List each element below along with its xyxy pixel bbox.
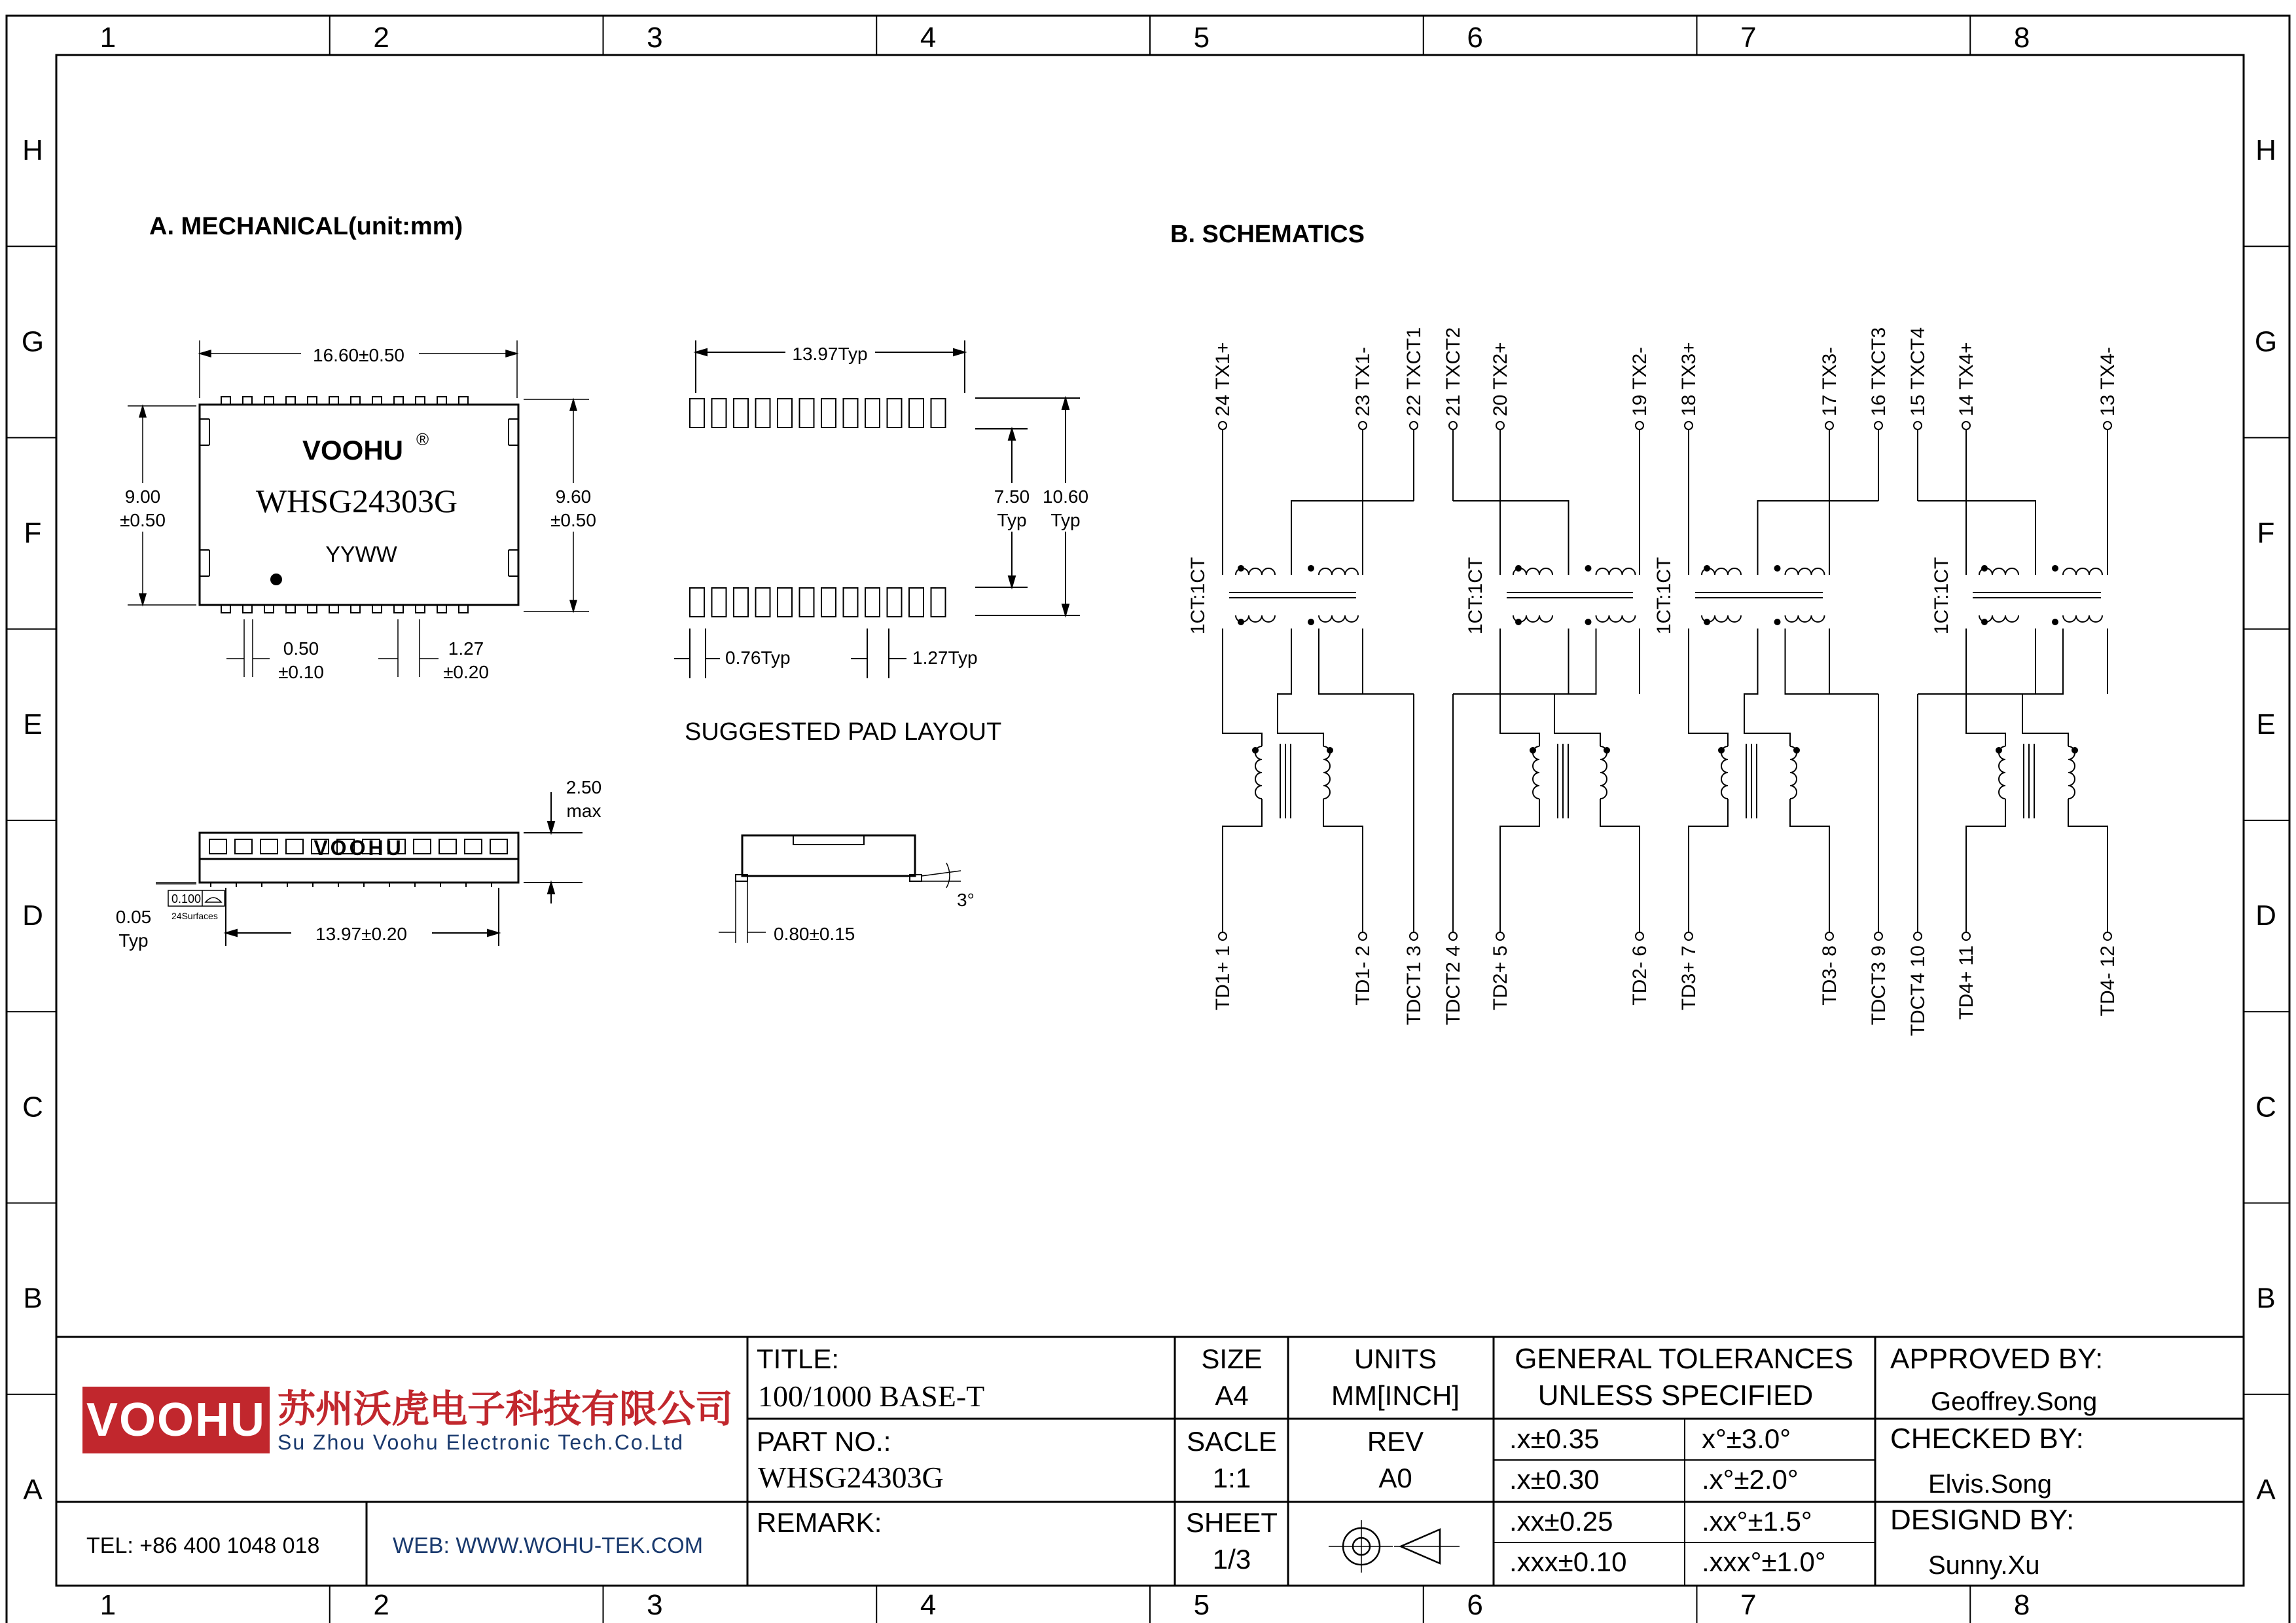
polarity-dot bbox=[2052, 619, 2058, 625]
col-label: 2 bbox=[373, 22, 389, 54]
approved-value: Geoffrey.Song bbox=[1931, 1387, 2098, 1416]
polarity-dot bbox=[2052, 565, 2058, 572]
bottom-pin bbox=[243, 605, 252, 613]
projection-symbol-icon bbox=[1329, 1520, 1460, 1573]
top-pin-label: 18 TX3+ bbox=[1678, 342, 1700, 416]
bottom-pin-label: TD1+ 1 bbox=[1212, 945, 1234, 1011]
col-label: 5 bbox=[1193, 22, 1210, 54]
pin-terminal bbox=[1914, 422, 1922, 429]
units-label: UNITS bbox=[1354, 1343, 1437, 1374]
polarity-dot bbox=[1718, 747, 1725, 754]
coil bbox=[1600, 746, 1607, 799]
pad-layout bbox=[674, 340, 1080, 678]
col-label: 6 bbox=[1467, 1589, 1483, 1621]
remark-label: REMARK: bbox=[757, 1507, 882, 1538]
bottom-pin bbox=[394, 605, 403, 613]
side-span-label: 13.97±0.20 bbox=[315, 924, 407, 944]
pad-pitch-label: 1.27Typ bbox=[912, 647, 978, 668]
row-label: H bbox=[22, 134, 43, 167]
bottom-pin-label: TD3- 8 bbox=[1819, 945, 1840, 1006]
bottom-pin bbox=[221, 605, 230, 613]
pin-terminal bbox=[1449, 932, 1457, 940]
end-angle-label: 3° bbox=[957, 890, 975, 910]
pad-top bbox=[844, 399, 858, 428]
coil bbox=[2063, 568, 2102, 575]
title-label: TITLE: bbox=[757, 1343, 840, 1374]
title-block bbox=[56, 1337, 2244, 1586]
pad-top bbox=[690, 399, 704, 428]
bottom-pin bbox=[437, 605, 446, 613]
col-label: 6 bbox=[1467, 22, 1483, 54]
top-pin bbox=[437, 397, 446, 405]
tolerance-linear: .x±0.35 bbox=[1509, 1423, 1600, 1454]
polarity-dot bbox=[1327, 747, 1333, 754]
sheet-frame bbox=[7, 16, 2289, 1623]
coil bbox=[1319, 568, 1358, 575]
top-pin bbox=[416, 397, 425, 405]
pad-bottom bbox=[734, 588, 748, 617]
coil bbox=[1596, 615, 1636, 622]
tolerance-title-2: UNLESS SPECIFIED bbox=[1537, 1379, 1814, 1412]
top-view-registered: ® bbox=[416, 429, 429, 449]
bottom-pin bbox=[459, 605, 468, 613]
tolerance-angular: .x°±2.0° bbox=[1702, 1464, 1799, 1495]
polarity-dot bbox=[1238, 619, 1244, 625]
col-label: 5 bbox=[1193, 1589, 1210, 1621]
bottom-pin-label: TD2- 6 bbox=[1629, 945, 1651, 1006]
col-label: 1 bbox=[99, 1589, 117, 1621]
side-pin bbox=[235, 839, 252, 854]
coplanarity-note: 24Surfaces bbox=[171, 911, 218, 921]
pin-terminal bbox=[1219, 932, 1227, 940]
pin1-dot bbox=[270, 574, 282, 585]
approved-label: APPROVED BY: bbox=[1890, 1343, 2104, 1375]
top-pin-label: 15 TXCT4 bbox=[1907, 327, 1929, 416]
rev-label: REV bbox=[1367, 1426, 1424, 1457]
schematic-channel-4 bbox=[1907, 327, 2119, 1036]
dim-pitch-1: 1.27 bbox=[448, 638, 484, 659]
coil bbox=[1255, 746, 1262, 799]
schematic-channels bbox=[1187, 327, 2119, 1036]
polarity-dot bbox=[1981, 619, 1988, 625]
pad-bottom bbox=[756, 588, 770, 617]
pad-bottom bbox=[931, 588, 946, 617]
coplanarity-value: 0.100 bbox=[171, 892, 202, 905]
col-label: 7 bbox=[1740, 22, 1757, 54]
top-pin-label: 20 TX2+ bbox=[1490, 342, 1511, 416]
pad-top bbox=[734, 399, 748, 428]
bottom-pin bbox=[329, 605, 338, 613]
title-value: 100/1000 BASE-T bbox=[758, 1379, 985, 1413]
bottom-pin-label: TDCT4 10 bbox=[1907, 945, 1929, 1036]
pin-terminal bbox=[1914, 932, 1922, 940]
pin-terminal bbox=[1874, 932, 1882, 940]
row-label: A bbox=[2256, 1473, 2276, 1506]
bottom-pin-label: TD4+ 11 bbox=[1956, 945, 1977, 1020]
pad-top bbox=[865, 399, 880, 428]
pin-terminal bbox=[1825, 932, 1833, 940]
top-pin bbox=[264, 397, 274, 405]
dim-pin-width-1: 0.50 bbox=[283, 638, 319, 659]
bottom-pin-label: TDCT2 4 bbox=[1443, 945, 1464, 1025]
pin-terminal bbox=[1496, 422, 1504, 429]
pad-bottom bbox=[712, 588, 726, 617]
pad-top bbox=[800, 399, 814, 428]
row-label: C bbox=[22, 1091, 43, 1123]
size-value: A4 bbox=[1215, 1380, 1249, 1411]
tolerance-linear: .x±0.30 bbox=[1509, 1464, 1600, 1495]
logo-text: VOOHU bbox=[86, 1394, 266, 1446]
pad-span-label: 13.97Typ bbox=[792, 344, 868, 364]
schematic-channel-3 bbox=[1653, 327, 1890, 1025]
pad-bottom bbox=[690, 588, 704, 617]
tel-text: TEL: +86 400 1048 018 bbox=[86, 1533, 320, 1558]
mechanical-section bbox=[116, 213, 1088, 951]
side-pin bbox=[490, 839, 507, 854]
top-pin bbox=[243, 397, 252, 405]
ratio-label: 1CT:1CT bbox=[1465, 556, 1486, 635]
top-pin bbox=[351, 397, 360, 405]
pin-terminal bbox=[1410, 932, 1418, 940]
col-label: 7 bbox=[1740, 1589, 1757, 1621]
pin-terminal bbox=[2104, 932, 2111, 940]
top-pin bbox=[221, 397, 230, 405]
bottom-pin bbox=[416, 605, 425, 613]
web-link[interactable]: WEB: WWW.WOHU-TEK.COM bbox=[393, 1533, 704, 1558]
pin-terminal bbox=[1636, 422, 1643, 429]
top-pin-label: 14 TX4+ bbox=[1956, 342, 1977, 416]
polarity-dot bbox=[1774, 619, 1781, 625]
top-pin bbox=[329, 397, 338, 405]
tolerance-title-1: GENERAL TOLERANCES bbox=[1515, 1343, 1854, 1375]
polarity-dot bbox=[1981, 565, 1988, 572]
coil bbox=[1533, 746, 1539, 799]
polarity-dot bbox=[1996, 747, 2002, 754]
coil bbox=[1323, 746, 1330, 799]
polarity-dot bbox=[1793, 747, 1800, 754]
pin-terminal bbox=[1496, 932, 1504, 940]
pad-top bbox=[931, 399, 946, 428]
bottom-pin-label: TD2+ 5 bbox=[1490, 945, 1511, 1011]
col-label: 3 bbox=[647, 22, 663, 54]
pin-terminal bbox=[1962, 422, 1970, 429]
coil bbox=[1999, 746, 2005, 799]
pin-terminal bbox=[1962, 932, 1970, 940]
top-pin bbox=[459, 397, 468, 405]
pad-bottom bbox=[844, 588, 858, 617]
scale-label: SACLE bbox=[1187, 1426, 1277, 1457]
side-standoff-2: Typ bbox=[118, 930, 149, 951]
pad-top bbox=[778, 399, 792, 428]
side-pin bbox=[414, 839, 431, 854]
schematic-channel-2 bbox=[1443, 327, 1651, 1025]
pin-terminal bbox=[1874, 422, 1882, 429]
coil bbox=[1721, 746, 1728, 799]
pad-width-label: 0.76Typ bbox=[725, 647, 791, 668]
bottom-pin-label: TD4- 12 bbox=[2097, 945, 2119, 1017]
polarity-dot bbox=[1238, 565, 1244, 572]
tolerance-angular: x°±3.0° bbox=[1702, 1423, 1791, 1454]
pin-terminal bbox=[1685, 422, 1693, 429]
side-height-1: 2.50 bbox=[565, 777, 602, 797]
side-standoff-1: 0.05 bbox=[115, 907, 152, 927]
size-label: SIZE bbox=[1201, 1343, 1263, 1374]
row-label: D bbox=[2255, 900, 2276, 932]
polarity-dot bbox=[1774, 565, 1781, 572]
bottom-pin-label: TDCT1 3 bbox=[1403, 945, 1425, 1025]
pad-top bbox=[756, 399, 770, 428]
top-pin-label: 16 TXCT3 bbox=[1868, 327, 1890, 416]
bottom-pin bbox=[372, 605, 382, 613]
schematic-channel-1 bbox=[1187, 327, 1425, 1025]
bottom-pin bbox=[308, 605, 317, 613]
schematic-section bbox=[1170, 221, 2119, 1036]
company-cn: 苏州沃虎电子科技有限公司 bbox=[278, 1388, 734, 1431]
tolerance-table bbox=[1509, 1423, 1826, 1577]
part-label: PART NO.: bbox=[757, 1426, 891, 1457]
row-label: A bbox=[23, 1473, 43, 1506]
top-pin bbox=[308, 397, 317, 405]
dim-pitch-2: ±0.20 bbox=[443, 662, 489, 682]
pad-inner-2: Typ bbox=[997, 510, 1027, 530]
top-pin bbox=[372, 397, 382, 405]
col-label: 4 bbox=[920, 22, 937, 54]
pad-outer-1: 10.60 bbox=[1042, 486, 1089, 507]
row-label: B bbox=[2256, 1282, 2276, 1315]
polarity-dot bbox=[1252, 747, 1259, 754]
top-view-part: WHSG24303G bbox=[255, 483, 458, 519]
pad-rows bbox=[690, 399, 946, 617]
pin-terminal bbox=[1219, 422, 1227, 429]
col-label: 8 bbox=[2013, 1589, 2030, 1621]
tolerance-angular: .xx°±1.5° bbox=[1702, 1506, 1812, 1537]
checked-value: Elvis.Song bbox=[1928, 1470, 2052, 1499]
coil bbox=[1319, 615, 1358, 622]
row-label: F bbox=[24, 517, 42, 549]
pad-inner-1: 7.50 bbox=[994, 486, 1030, 507]
polarity-dot bbox=[1308, 565, 1314, 572]
polarity-dot bbox=[2072, 747, 2078, 754]
row-label: G bbox=[2254, 325, 2278, 358]
ratio-label: 1CT:1CT bbox=[1187, 556, 1209, 635]
top-pin-label: 17 TX3- bbox=[1819, 346, 1840, 416]
coil bbox=[2063, 615, 2102, 622]
units-value: MM[INCH] bbox=[1331, 1380, 1460, 1411]
pin-terminal bbox=[1359, 422, 1367, 429]
pad-bottom bbox=[821, 588, 836, 617]
tolerance-angular: .xxx°±1.0° bbox=[1702, 1546, 1826, 1577]
pad-top bbox=[821, 399, 836, 428]
top-pin bbox=[286, 397, 295, 405]
scale-value: 1:1 bbox=[1212, 1463, 1251, 1493]
pin-terminal bbox=[1636, 932, 1643, 940]
pin-terminal bbox=[1825, 422, 1833, 429]
coil bbox=[1790, 746, 1797, 799]
dim-body-height-1: 9.00 bbox=[124, 486, 161, 507]
pin-terminal bbox=[1410, 422, 1418, 429]
side-pin bbox=[439, 839, 456, 854]
side-height-2: max bbox=[566, 801, 601, 821]
frame-ticks bbox=[7, 16, 2289, 1623]
pad-bottom bbox=[865, 588, 880, 617]
row-label: H bbox=[2255, 134, 2276, 167]
pad-bottom bbox=[888, 588, 902, 617]
pin-terminal bbox=[1685, 932, 1693, 940]
tolerance-linear: .xxx±0.10 bbox=[1509, 1546, 1627, 1577]
coil bbox=[2068, 746, 2075, 799]
dim-width-label: 16.60±0.50 bbox=[313, 345, 404, 365]
schematic-heading: B. SCHEMATICS bbox=[1170, 221, 1365, 248]
outer-border bbox=[7, 16, 2289, 1623]
ratio-label: 1CT:1CT bbox=[1653, 556, 1675, 635]
bottom-pin bbox=[286, 605, 295, 613]
tolerance-linear: .xx±0.25 bbox=[1509, 1506, 1613, 1537]
pad-bottom bbox=[909, 588, 924, 617]
top-pin-label: 19 TX2- bbox=[1629, 346, 1651, 416]
row-label: E bbox=[23, 708, 43, 740]
pad-top bbox=[712, 399, 726, 428]
part-value: WHSG24303G bbox=[758, 1461, 944, 1494]
top-pin bbox=[394, 397, 403, 405]
col-label: 3 bbox=[647, 1589, 663, 1621]
row-label: G bbox=[21, 325, 45, 358]
pin-terminal bbox=[2104, 422, 2111, 429]
side-pin bbox=[209, 839, 226, 854]
rev-value: A0 bbox=[1378, 1463, 1412, 1493]
polarity-dot bbox=[1308, 619, 1314, 625]
checked-label: CHECKED BY: bbox=[1890, 1423, 2084, 1455]
sheet-value: 1/3 bbox=[1212, 1544, 1251, 1575]
polarity-dot bbox=[1604, 747, 1610, 754]
polarity-dot bbox=[1585, 619, 1592, 625]
coil bbox=[1785, 568, 1825, 575]
dim-total-height-1: 9.60 bbox=[555, 486, 592, 507]
row-label: C bbox=[2255, 1091, 2276, 1123]
pad-outer-2: Typ bbox=[1050, 510, 1081, 530]
designed-value: Sunny.Xu bbox=[1928, 1551, 2040, 1580]
dim-total-height-2: ±0.50 bbox=[550, 510, 596, 530]
pin-terminal bbox=[1449, 422, 1457, 429]
sheet-label: SHEET bbox=[1185, 1507, 1278, 1538]
bottom-pin-label: TD3+ 7 bbox=[1678, 945, 1700, 1011]
dim-body-height-2: ±0.50 bbox=[120, 510, 166, 530]
bottom-pin-label: TDCT3 9 bbox=[1868, 945, 1890, 1025]
col-label: 1 bbox=[99, 22, 117, 54]
side-pin bbox=[286, 839, 303, 854]
side-pin bbox=[260, 839, 278, 854]
polarity-dot bbox=[1704, 619, 1710, 625]
row-label: E bbox=[2256, 708, 2276, 740]
side-pin bbox=[465, 839, 482, 854]
top-pin-label: 24 TX1+ bbox=[1212, 342, 1234, 416]
top-view-brand: VOOHU bbox=[302, 435, 404, 465]
bottom-pin-label: TD1- 2 bbox=[1352, 945, 1374, 1006]
bottom-pin bbox=[264, 605, 274, 613]
coil bbox=[1596, 568, 1636, 575]
pad-top bbox=[888, 399, 902, 428]
side-view bbox=[156, 792, 583, 946]
bottom-pin bbox=[351, 605, 360, 613]
top-view-datecode: YYWW bbox=[325, 542, 397, 567]
end-lead-label: 0.80±0.15 bbox=[774, 924, 855, 944]
polarity-dot bbox=[1515, 565, 1522, 572]
pin-terminal bbox=[1359, 932, 1367, 940]
company-en: Su Zhou Voohu Electronic Tech.Co.Ltd bbox=[278, 1431, 685, 1454]
polarity-dot bbox=[1704, 565, 1710, 572]
mechanical-heading: A. MECHANICAL(unit:mm) bbox=[149, 213, 463, 240]
col-label: 8 bbox=[2013, 22, 2030, 54]
pad-bottom bbox=[778, 588, 792, 617]
row-label: F bbox=[2257, 517, 2275, 549]
col-label: 2 bbox=[373, 1589, 389, 1621]
row-label: B bbox=[23, 1282, 43, 1315]
side-view-brand: VOOHU bbox=[314, 836, 404, 860]
polarity-dot bbox=[1530, 747, 1536, 754]
polarity-dot bbox=[1515, 619, 1522, 625]
top-pin-label: 21 TXCT2 bbox=[1443, 327, 1464, 416]
top-pin-label: 13 TX4- bbox=[2097, 346, 2119, 416]
pad-top bbox=[909, 399, 924, 428]
polarity-dot bbox=[1585, 565, 1592, 572]
top-pin-label: 22 TXCT1 bbox=[1403, 327, 1425, 416]
dim-pin-width-2: ±0.10 bbox=[278, 662, 324, 682]
pad-layout-caption: SUGGESTED PAD LAYOUT bbox=[685, 718, 1002, 746]
pad-bottom bbox=[800, 588, 814, 617]
top-pin-label: 23 TX1- bbox=[1352, 346, 1374, 416]
designed-label: DESIGND BY: bbox=[1890, 1504, 2075, 1536]
coil bbox=[1785, 615, 1825, 622]
frame-labels bbox=[22, 22, 2277, 1621]
row-label: D bbox=[22, 900, 43, 932]
ratio-label: 1CT:1CT bbox=[1931, 556, 1952, 635]
col-label: 4 bbox=[920, 1589, 937, 1621]
